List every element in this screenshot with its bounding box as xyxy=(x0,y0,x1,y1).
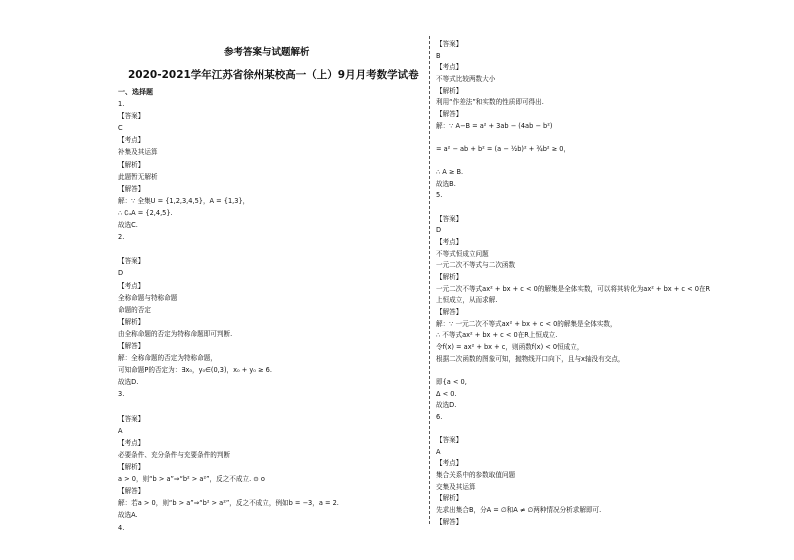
answer-line: 【答案】 xyxy=(118,414,145,423)
answer-line: 命题的否定 xyxy=(118,305,151,314)
answer-line: 补集及其运算 xyxy=(118,148,158,157)
answer-line: 故选A. xyxy=(118,511,138,520)
answer-line: D xyxy=(436,226,442,235)
answer-line: 【答案】 xyxy=(436,40,463,48)
answer-line: 故选B. xyxy=(436,179,456,188)
answer-line: 利用“作差法”和实数的性质即可得出. xyxy=(436,98,544,107)
answer-line: 可知命题P的否定为：∃x₀，y₀∈(0,3)，x₀ + y₀ ≥ 6. xyxy=(118,366,272,375)
answer-line: 此题暂无解析 xyxy=(118,172,158,181)
answer-line: 【考点】 xyxy=(118,438,145,447)
answer-line: 【解析】 xyxy=(436,86,463,95)
answer-line: a > 0，则“b > a”⇒“b² > a²”，反之不成立. ⊙ o xyxy=(118,475,265,484)
answer-line: 解：全称命题的否定为特称命题， xyxy=(118,354,217,363)
section-heading: 一、选择题 xyxy=(118,88,153,96)
answer-line: = a² − ab + b² = (a − ½b)² + ¾b² ≥ 0， xyxy=(436,144,571,153)
answer-line: 集合关系中的参数取值问题 xyxy=(436,471,516,480)
answer-line: 5. xyxy=(436,191,443,200)
answer-line: 故选C. xyxy=(118,221,138,229)
answer-line: 【答案】 xyxy=(118,112,145,121)
answer-line: 3. xyxy=(118,390,125,399)
answer-line: 1. xyxy=(118,100,125,108)
answer-line: 【答案】 xyxy=(436,214,463,223)
answer-line: 上恒成立，从而求解. xyxy=(436,296,498,305)
column-divider xyxy=(429,36,430,524)
answer-line: 【答案】 xyxy=(436,436,463,445)
answer-line: 【解析】 xyxy=(436,494,463,503)
answer-line: 解：∵ 全集U = {1,2,3,4,5}，A = {1,3}， xyxy=(118,196,250,205)
answer-line: C xyxy=(118,124,123,133)
answer-line: 解：∵ 一元二次不等式ax² + bx + c < 0的解集是全体实数， xyxy=(436,319,617,328)
doc-subtitle: 2020-2021学年江苏省徐州某校高一（上）9月月考数学试卷 xyxy=(128,69,419,81)
answer-line: 6. xyxy=(436,412,443,421)
answer-line: 【考点】 xyxy=(436,238,463,247)
answer-line: 【解析】 xyxy=(118,463,145,471)
answer-line: 【解析】 xyxy=(118,160,145,169)
answer-line: 一元二次不等式ax² + bx + c < 0的解集是全体实数，可以将其转化为ax² + bx + c < 0在R xyxy=(436,284,711,293)
answer-line: 令f(x) = ax² + bx + c，则函数f(x) < 0恒成立， xyxy=(436,342,584,351)
answer-line: 先求出集合B，分A = ∅和A ≠ ∅两种情况分析求解即可. xyxy=(436,506,602,514)
answer-line: 交集及其运算 xyxy=(436,482,476,491)
answer-line: 根据二次函数的图象可知，抛物线开口向下，且与x轴没有交点， xyxy=(436,354,625,363)
answer-line: 故选D. xyxy=(436,401,457,410)
answer-line: D xyxy=(118,269,124,278)
answer-line: Δ < 0. xyxy=(436,389,457,398)
answer-line: A xyxy=(118,426,123,435)
answer-line: 【答案】 xyxy=(118,257,145,266)
answer-line: 【解答】 xyxy=(118,184,145,193)
answer-line: 【解答】 xyxy=(436,307,463,316)
answer-line: 【考点】 xyxy=(118,136,145,145)
doc-title: 参考答案与试题解析 xyxy=(224,47,310,58)
answer-line: ∴ A ≥ B. xyxy=(436,168,464,177)
answer-line: 解：∵ A−B = a² + 3ab − (4ab − b²) xyxy=(436,121,553,130)
answer-line: 【解析】 xyxy=(436,273,463,281)
answer-line: B xyxy=(436,51,441,60)
answer-line: 由全称命题的否定为特称命题即可判断. xyxy=(118,329,233,338)
answer-line: 【考点】 xyxy=(436,459,463,468)
answer-line: 【解析】 xyxy=(118,317,145,326)
answer-line: A xyxy=(436,447,441,456)
answer-line: 【解答】 xyxy=(118,487,145,496)
answer-line: 【考点】 xyxy=(436,63,463,72)
answer-line: 2. xyxy=(118,233,125,242)
answer-line: 解：若a > 0，则“b > a”⇒“b² > a²”，反之不成立，例如b = −3，a = 2. xyxy=(118,499,339,508)
answer-line: 不等式比较两数大小 xyxy=(436,74,496,83)
answer-line: 【解答】 xyxy=(118,342,145,350)
answer-line: 4. xyxy=(118,523,125,532)
answer-line: 【考点】 xyxy=(118,281,145,290)
answer-line: 故选D. xyxy=(118,378,139,387)
answer-line: 不等式恒成立问题 xyxy=(436,249,489,258)
answer-line: 全称命题与特称命题 xyxy=(118,293,178,302)
answer-line: ∴ 不等式ax² + bx + c < 0在R上恒成立. xyxy=(436,331,558,340)
answer-line: 一元二次不等式与二次函数 xyxy=(436,261,516,270)
answer-line: 即{a < 0, xyxy=(436,377,467,386)
answer-line: ∴ ∁ᵤA = {2,4,5}. xyxy=(118,208,173,217)
answer-line: 【解答】 xyxy=(436,109,463,118)
answer-line: 必要条件、充分条件与充要条件的判断 xyxy=(118,450,231,459)
answer-line: 【解答】 xyxy=(436,517,463,526)
